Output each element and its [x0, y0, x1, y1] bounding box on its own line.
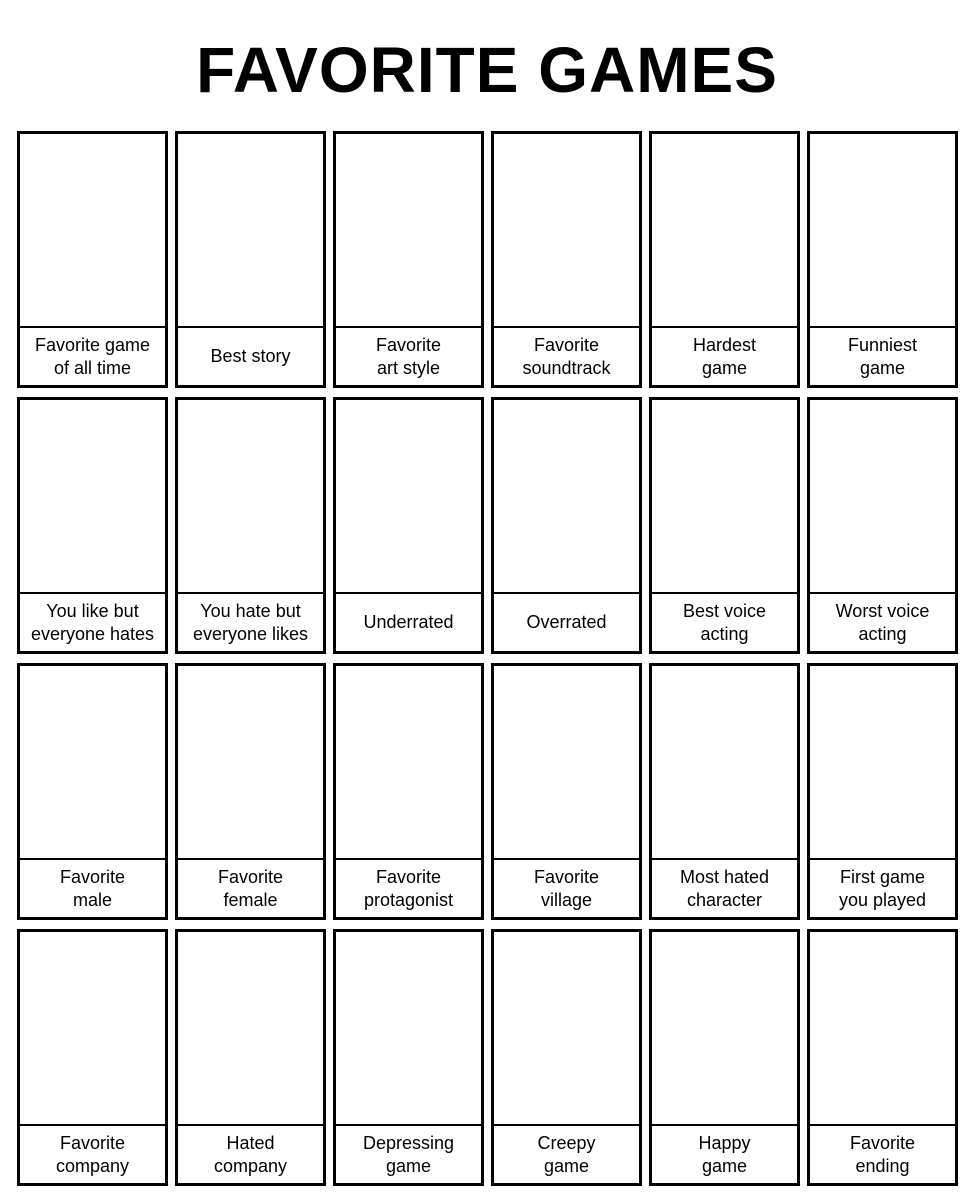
card-label: Favorite village	[533, 866, 600, 910]
card-favorite-female[interactable]	[175, 663, 326, 920]
image-slot[interactable]	[336, 932, 481, 1126]
image-slot[interactable]	[494, 666, 639, 860]
card-label: Creepy game	[537, 1132, 596, 1176]
card-happy-game[interactable]	[649, 929, 800, 1186]
card-label: Favorite company	[55, 1132, 130, 1176]
card-you-like-but-everyone-hates[interactable]	[17, 397, 168, 654]
card-hated-company[interactable]	[175, 929, 326, 1186]
card-funniest-game[interactable]	[807, 131, 958, 388]
card-favorite-art-style[interactable]	[333, 131, 484, 388]
image-slot[interactable]	[20, 666, 165, 860]
card-depressing-game[interactable]	[333, 929, 484, 1186]
image-slot[interactable]	[20, 932, 165, 1126]
card-best-story[interactable]	[175, 131, 326, 388]
card-label: Underrated	[363, 612, 454, 632]
card-favorite-company[interactable]	[17, 929, 168, 1186]
card-worst-voice-acting[interactable]	[807, 397, 958, 654]
image-slot[interactable]	[336, 134, 481, 328]
card-label: Funniest game	[847, 334, 918, 378]
page-title: FAVORITE GAMES	[196, 34, 778, 106]
image-slot[interactable]	[652, 666, 797, 860]
card-creepy-game[interactable]	[491, 929, 642, 1186]
image-slot[interactable]	[810, 134, 955, 328]
image-slot[interactable]	[178, 400, 323, 594]
card-label: Depressing game	[362, 1132, 455, 1176]
image-slot[interactable]	[20, 134, 165, 328]
image-slot[interactable]	[810, 932, 955, 1126]
card-label: Most hated character	[679, 866, 770, 910]
card-label: Worst voice acting	[835, 600, 930, 644]
card-label: Favorite art style	[375, 334, 442, 378]
card-favorite-game-of-all-time[interactable]	[17, 131, 168, 388]
card-favorite-ending[interactable]	[807, 929, 958, 1186]
image-slot[interactable]	[178, 134, 323, 328]
card-first-game-you-played[interactable]	[807, 663, 958, 920]
card-most-hated-character[interactable]	[649, 663, 800, 920]
image-slot[interactable]	[652, 134, 797, 328]
games-grid	[17, 131, 957, 1188]
card-overrated[interactable]	[491, 397, 642, 654]
image-slot[interactable]	[336, 666, 481, 860]
image-slot[interactable]	[494, 400, 639, 594]
card-label: Favorite soundtrack	[522, 334, 611, 378]
card-label: You hate but everyone likes	[192, 600, 309, 644]
image-slot[interactable]	[178, 666, 323, 860]
card-favorite-male[interactable]	[17, 663, 168, 920]
card-you-hate-but-everyone-likes[interactable]	[175, 397, 326, 654]
card-best-voice-acting[interactable]	[649, 397, 800, 654]
image-slot[interactable]	[494, 932, 639, 1126]
card-favorite-protagonist[interactable]	[333, 663, 484, 920]
card-label: Hardest game	[692, 334, 757, 378]
card-label: Best voice acting	[682, 600, 767, 644]
card-label: Happy game	[698, 1132, 751, 1176]
card-favorite-village[interactable]	[491, 663, 642, 920]
card-label: Favorite female	[217, 866, 284, 910]
image-slot[interactable]	[178, 932, 323, 1126]
card-underrated[interactable]	[333, 397, 484, 654]
card-label: Favorite protagonist	[363, 866, 454, 910]
card-label: Hated company	[213, 1132, 288, 1176]
image-slot[interactable]	[810, 400, 955, 594]
card-label: Overrated	[526, 612, 607, 632]
image-slot[interactable]	[652, 932, 797, 1126]
image-slot[interactable]	[20, 400, 165, 594]
card-label: Favorite game of all time	[34, 334, 151, 378]
card-hardest-game[interactable]	[649, 131, 800, 388]
card-label: Favorite male	[59, 866, 126, 910]
card-label: You like but everyone hates	[30, 600, 155, 644]
card-label: First game you played	[838, 866, 927, 910]
image-slot[interactable]	[810, 666, 955, 860]
image-slot[interactable]	[652, 400, 797, 594]
image-slot[interactable]	[494, 134, 639, 328]
card-label: Best story	[210, 346, 291, 366]
card-label: Favorite ending	[849, 1132, 916, 1176]
image-slot[interactable]	[336, 400, 481, 594]
card-favorite-soundtrack[interactable]	[491, 131, 642, 388]
